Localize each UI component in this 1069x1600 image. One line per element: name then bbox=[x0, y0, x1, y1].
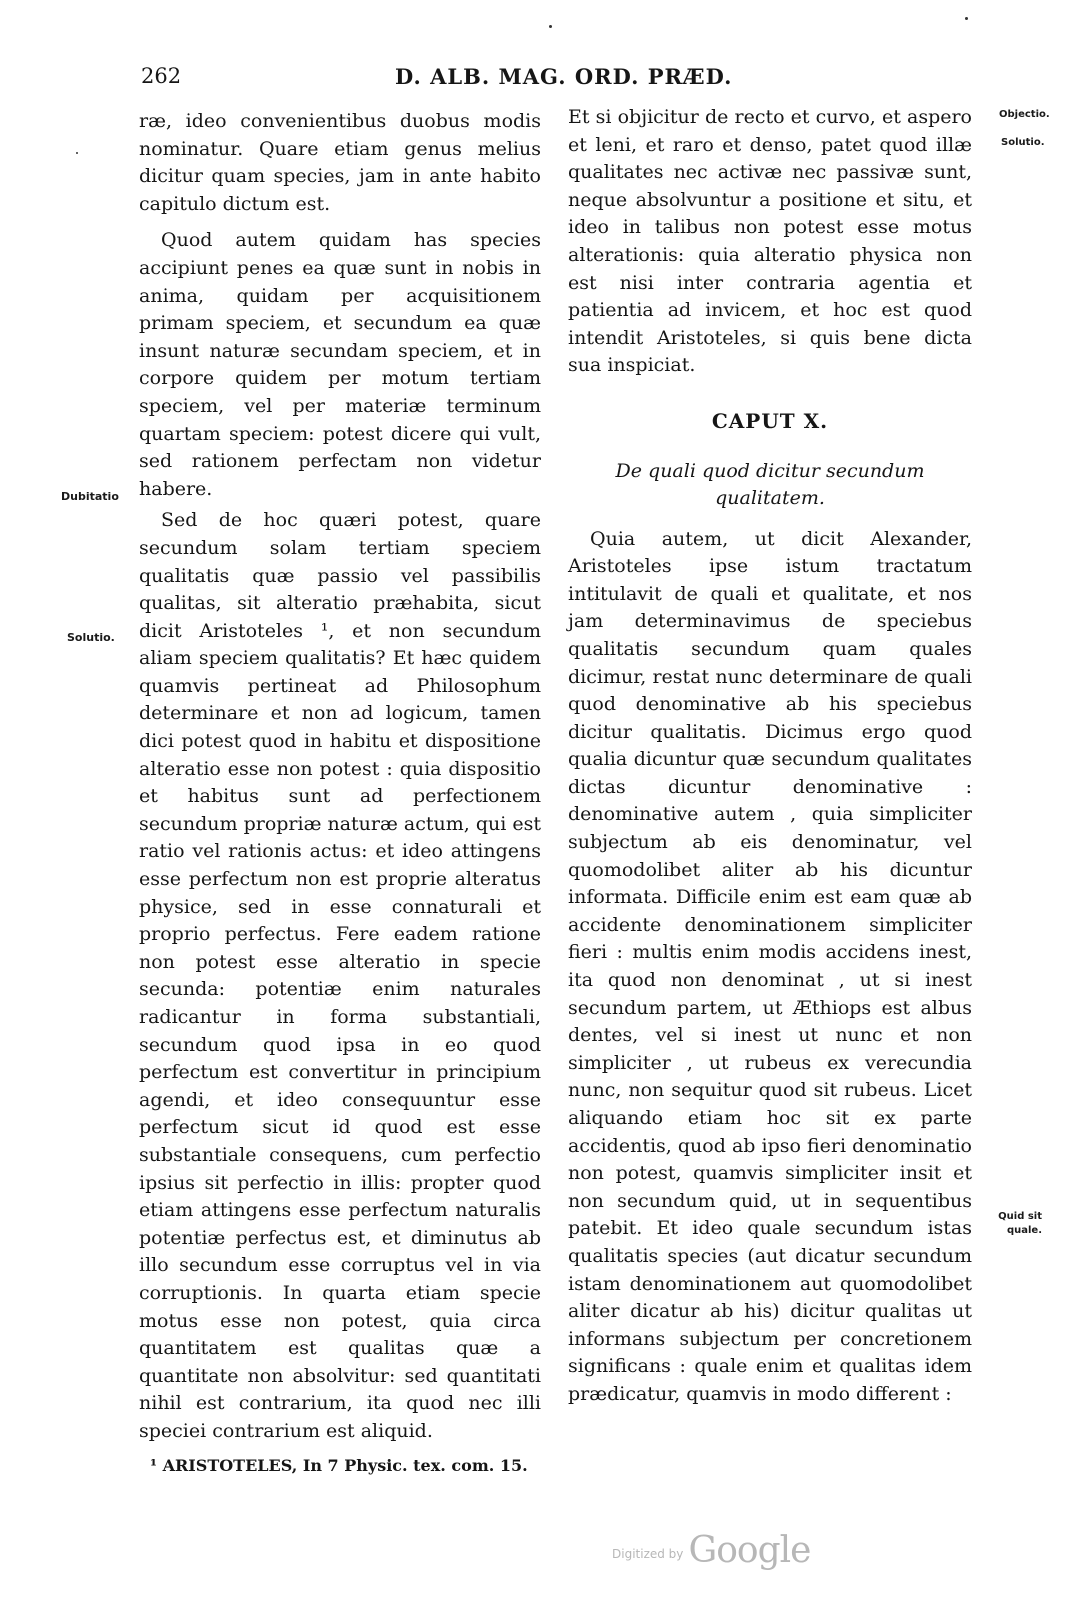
footnote: ¹ ARISTOTELES, In 7 Physic. tex. com. 15. bbox=[150, 1456, 528, 1475]
paragraph: Quod autem quidam has species accipiunt penes ea quæ sunt in nobis in anima, quidam per acquisitionem primam speciem, et secundum ea quæ insunt naturæ secundam speciem, et in corpore quidem per motum tertiam speciem, vel per materiæ terminum quartam speciem: potest dicere qui vult, sed rationem perfectam non videtur habere. bbox=[139, 229, 541, 500]
paragraph: Quia autem, ut dicit Alexander, Aristoteles ipse istum tractatum intitulavit de quali et qualitate, et nos jam determinavimus de speciebus qualitatis secundum quam quales dicimur, restat nunc determinare de quali quod denominative ab his speciebus dicitur qualitatis. Dicimus ergo quod qualia dicuntur quæ secundum qualitates dictas dicuntur denominative : denominative autem , quia simpliciter subjectum ab eis denominatur, vel quomodolibet aliter ab his dicuntur informata. Difficile enim est eam quæ ab accidente denominationem simpliciter fieri : multis enim modis accidens inest, ita quod non denominat , ut si inest secundum partem, ut Æthiops est albus dentes, vel si inest ut nunc et non simpliciter , ut rubeus ex verecundia nunc, non sequitur quod sit rubeus. Licet aliquando etiam hoc sit ex parte accidentis, quod ab ipso fieri denominatio non potest, quamvis simpliciter insit et non secundum quid, ut in sequentibus patebit. Et ideo quale secundum istas qualitatis species (aut dicatur secundum istam denominationem aut quomodolibet aliter dicatur ab his) dicitur qualitas ut informans subjectum per concretionem significans : quale enim et qualitas idem prædicatur, quamvis in modo different : bbox=[568, 527, 972, 1405]
chapter-heading: CAPUT X. bbox=[711, 408, 829, 433]
paragraph: Sed de hoc quæri potest, quare secundum solam tertiam speciem qualitatis quæ passio vel passibilis qualitas, sit alteratio præhabita, sicut dicit Aristoteles ¹, et non secundum aliam speciem qualitatis? Et hæc quidem quamvis pertineat ad Philosophum determinare et non ad logicum, tamen dici potest quod in habitu et dispositione alteratio esse non potest : quia dispositio et habitus sunt ad perfectionem secundum propriæ naturæ actum, qui est ratio vel rationis actus: et ideo attingens esse perfectum non est proprie alteratus physice, sed in esse connaturali et proprio perfectus. Fere eadem ratione non potest esse alteratio in specie secunda: potentiæ enim naturales radicantur in forma substantiali, secundum quod ipsa in eo quod perfectum est convertitur in principium agendi, et ideo consequuntur esse perfectum sicut id quod est esse substantiale consequens, cum perfectio ipsius sit perfectio in illis: propter quod etiam attingens esse perfectum naturalis potentiæ perfectus est, et diminutus ab illo secundum esse corruptus vel in via corruptionis. In quarta etiam specie motus esse non potest, quia circa quantitatem est qualitas quæ a quantitate non absolvitur: sed quantitati nihil est contrarium, ita quod nec illi speciei contrarium est aliquid. bbox=[139, 509, 541, 1442]
scan-speck bbox=[549, 25, 552, 28]
page-number: 262 bbox=[141, 64, 182, 88]
left-column bbox=[139, 108, 541, 1446]
running-title: D. ALB. MAG. ORD. PRÆD. bbox=[395, 64, 733, 89]
margin-note-objectio: Objectio. bbox=[999, 109, 1050, 120]
chapter-subtitle: De quali quod dicitur secundum qualitatem. bbox=[615, 459, 925, 509]
digitized-watermark bbox=[612, 1530, 810, 1571]
margin-note-dubitatio: Dubitatio bbox=[61, 490, 119, 503]
paragraph: Et si objicitur de recto et curvo, et aspero et leni, et raro et denso, patet quod illæ qualitates nec activæ nec passivæ sunt, neque absolvuntur a positione et situ, et ideo in talibus non potest esse motus alterationis: quia alteratio physica non est nisi inter contraria agentia et patientia ad invicem, et hoc est quod intendit Aristoteles, si quis bene dicta sua inspiciat. bbox=[568, 106, 972, 377]
running-header bbox=[0, 64, 1069, 90]
google-logo: Google bbox=[688, 1530, 811, 1571]
scan-speck bbox=[965, 17, 968, 20]
margin-note-solutio: Solutio. bbox=[67, 631, 115, 644]
paragraph: ræ, ideo convenientibus duobus modis nominatur. Quare etiam genus melius dicitur quam species, jam in ante habito capitulo dictum est. bbox=[139, 110, 541, 215]
right-column bbox=[568, 104, 972, 1409]
margin-note-quid-sit-quale: Quid sit quale. bbox=[998, 1211, 1042, 1236]
watermark-prefix: Digitized by bbox=[612, 1547, 684, 1561]
scan-speck bbox=[76, 152, 78, 154]
margin-note-solutio: Solutio. bbox=[1001, 137, 1045, 148]
